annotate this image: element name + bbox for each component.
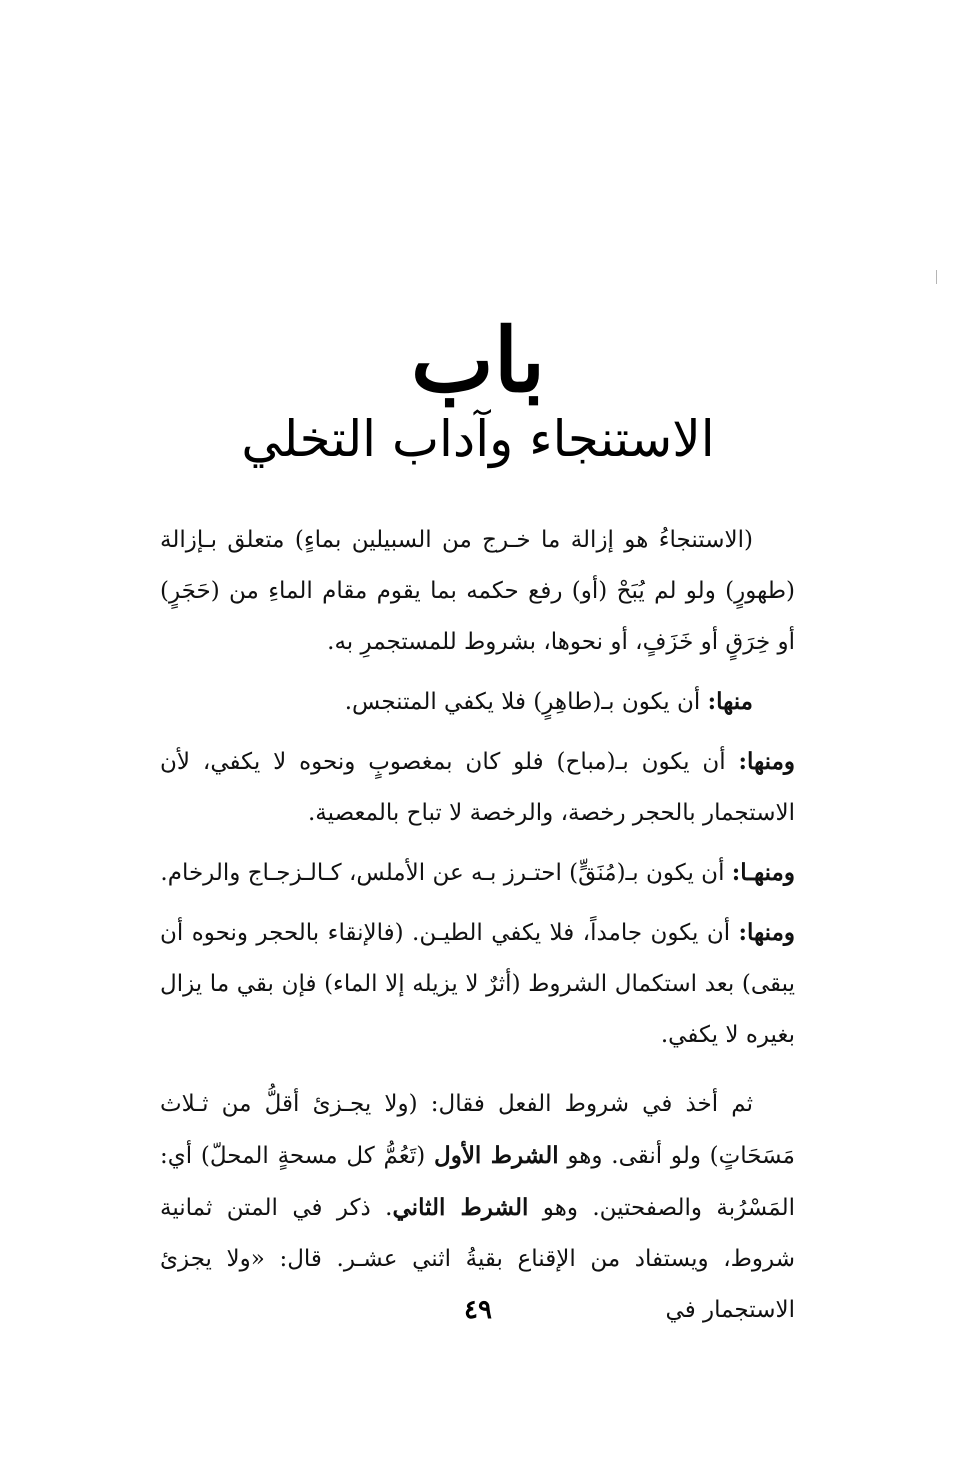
paragraph-text: (الاستنجاءُ هو إزالة ما خـرج من السبيلين بماءٍ) متعلق بـإزالة (طهورٍ) ولو لم يُبَحْ (أو) رفع حكمه بما يقوم مقام الماءِ من (حَجَرٍ) أو خِرَقٍ أو خَزَفٍ، أو نحوها، بشروط للمستجمرِ به. bbox=[160, 527, 795, 655]
page-number: ٤٩ bbox=[464, 1295, 492, 1325]
paragraph-text: أن يكون بـ(مُنَقٍّ) احتـرز بـه عن الأملس، كـالـزجـاج والرخام. bbox=[160, 860, 732, 886]
paragraph-lead: منها: bbox=[707, 688, 753, 715]
paragraph-condition-3 bbox=[160, 847, 795, 899]
paragraph-lead: ومنها: bbox=[738, 748, 795, 775]
bold-term-first-condition: الشرط الأول bbox=[434, 1142, 559, 1169]
body-text bbox=[160, 515, 795, 1344]
paragraph-condition-1 bbox=[160, 676, 795, 728]
paragraph-text: أن يكون بـ(مباح) فلو كان بمغصوبٍ ونحوه لا يكفي، لأن الاستجمار بالحجر رخصة، والرخصة لا تباح بالمعصية. bbox=[160, 749, 795, 826]
page-edge-mark bbox=[936, 270, 937, 284]
paragraph-text: أن يكون بـ(طاهِرٍ) فلا يكفي المتنجس. bbox=[344, 689, 708, 715]
chapter-heading-title: الاستنجاء وآداب التخلي bbox=[241, 410, 715, 468]
paragraph-text: (تَعُمُّ كل مسحةٍ المحلّ) أي: المَسْرُبة والصفحتين. وهو bbox=[160, 1143, 795, 1221]
chapter-heading-word: باب bbox=[410, 308, 546, 412]
bold-term-second-condition: الشرط الثاني bbox=[392, 1194, 529, 1221]
paragraph-lead: ومنهـا: bbox=[731, 859, 795, 886]
paragraph-text: أن يكون جامداً، فلا يكفي الطيـن. (فالإنقاء بالحجر ونحوه أن يبقى) بعد استكمال الشروط (أثرٌ لا يزيله إلا الماء) فإن بقي ما يزال بغيره لا يكفي. bbox=[160, 920, 795, 1048]
paragraph-definition bbox=[160, 515, 795, 668]
paragraph-condition-2 bbox=[160, 736, 795, 839]
paragraph-lead: ومنها: bbox=[738, 919, 795, 946]
paragraph-text: . ذكر في المتن ثمانية شروط، ويستفاد من الإقناع بقيةُ اثني عشـر. قال: «ولا يجزئ الاستجمار في bbox=[160, 1195, 795, 1323]
paragraph-text: ثم أخذ في شروط الفعل فقال: (ولا يجـزئ أقلُّ من ثـلاث مَسَحَاتٍ) ولو أنقى. وهو bbox=[160, 1091, 795, 1169]
paragraph-condition-4 bbox=[160, 907, 795, 1061]
